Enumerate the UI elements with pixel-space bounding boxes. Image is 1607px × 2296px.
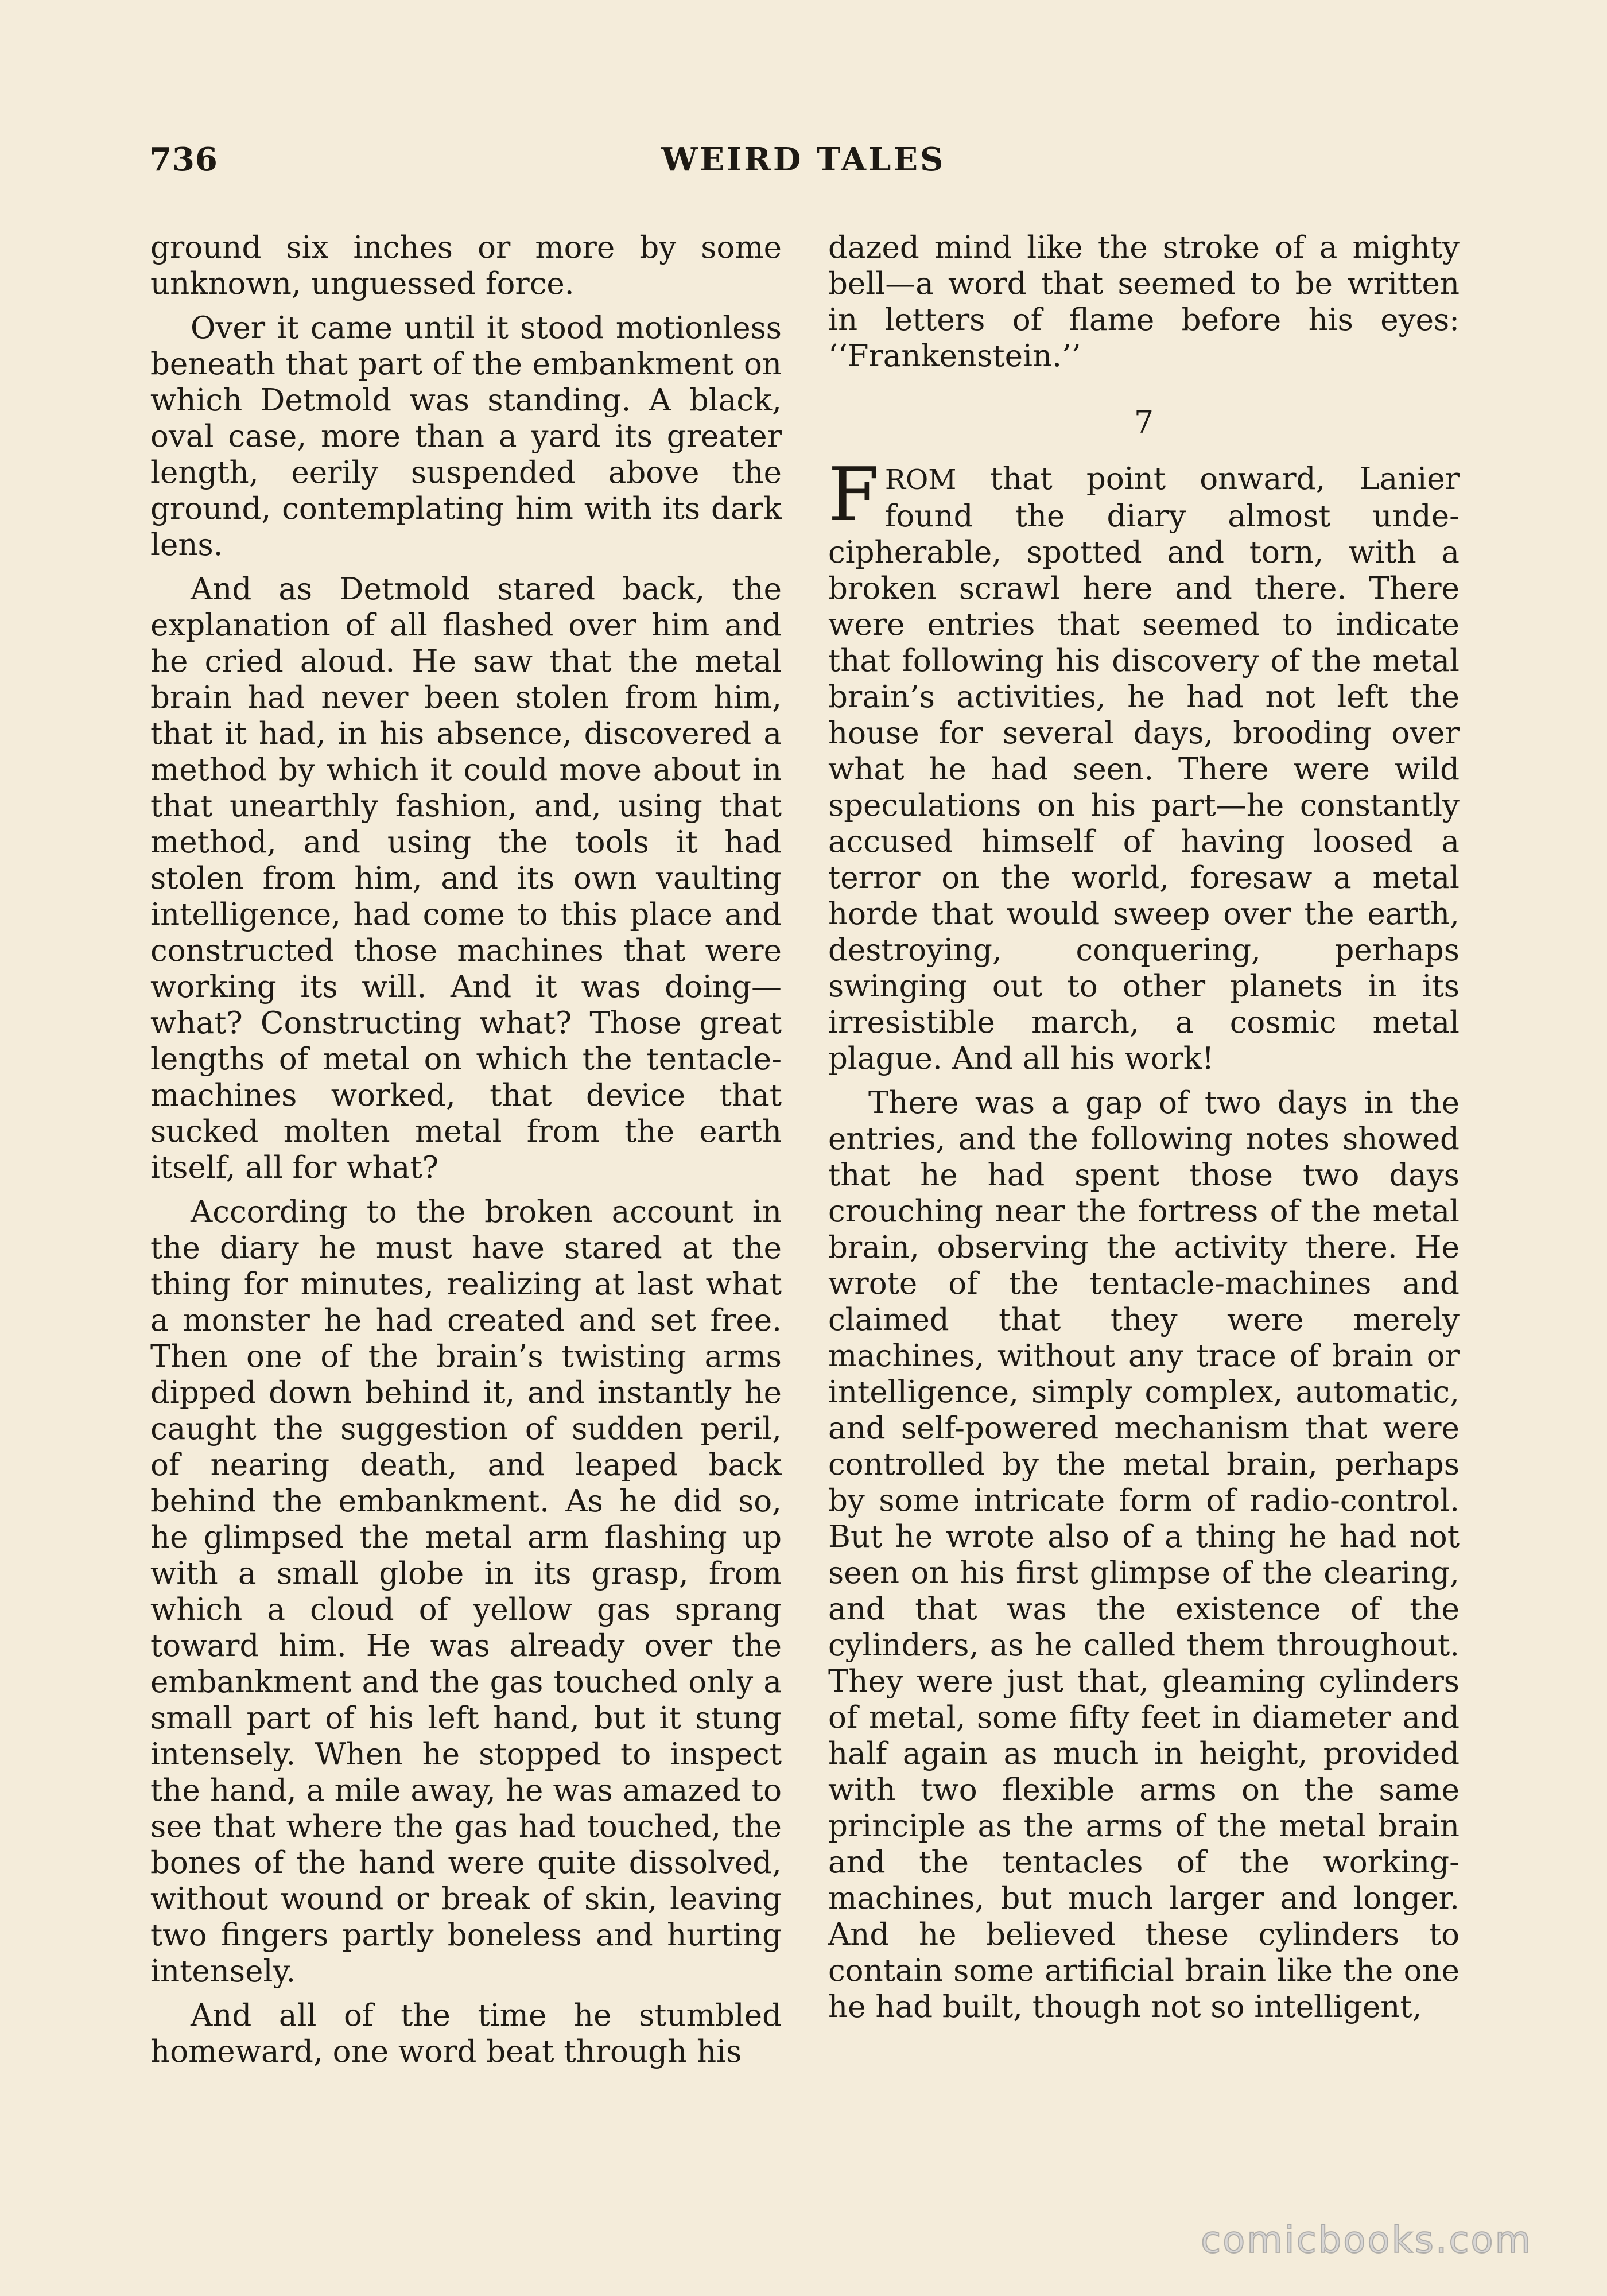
paragraph: According to the broken account in the diary he must have stared at the thing for minutes, realizing at last what a monster he had created and set free. Then one of the brain’s twisting arms dipped down behind it, and instantly he caught the suggestion of sudden peril, of nearing death, and leaped back behind the embankment. As he did so, he glimpsed the metal arm flashing up with a small globe in its grasp, from which a cloud of yellow gas sprang toward him. He was already over the embankment and the gas touched only a small part of his left hand, but it stung intensely. When he stopped to inspect the hand, a mile away, he was amazed to see that where the gas had touched, the bones of the hand were quite dissolved, without wound or break of skin, leaving two fingers partly boneless and hurting intensely. [150, 1194, 782, 1989]
page-number: 736 [149, 141, 218, 179]
paragraph: And all of the time he stumbled homeward, one word beat through his [150, 1998, 782, 2069]
right-column [828, 230, 1460, 2033]
paragraph: And as Detmold stared back, the explanation of all flashed over him and he cried aloud. He saw that the metal brain had never been stolen from him, that it had, in his absence, discovered a method by which it could move about in that unearthly fashion, and, using that method, and using the tools it had stolen from him, and its own vaulting intelligence, had come to this place and constructed those machines that were working its will. And it was doing—what? Constructing what? Those great lengths of metal on which the tentacle-machines worked, that device that sucked molten metal from the earth itself, all for what? [150, 572, 782, 1185]
paragraph: dazed mind like the stroke of a mighty bell—a word that seemed to be written in letters of flame before his eyes: ‘‘Frankenstein.’’ [828, 230, 1460, 374]
page-header [149, 141, 1458, 187]
small-caps-lead: ROM [884, 464, 957, 496]
paragraph-with-dropcap [828, 452, 1460, 1077]
paragraph: ground six inches or more by some unknown, unguessed force. [150, 230, 782, 301]
paragraph: Over it came until it stood motionless beneath that part of the embankment on which Detmold was standing. A black, oval case, more than a yard its greater length, eerily suspended above the ground, contemplating him with its dark lens. [150, 311, 782, 563]
drop-cap: F [828, 452, 879, 538]
watermark: comicbooks.com [1200, 2219, 1532, 2262]
paragraph-text: that point onward, Lanier found the diary almost undecipherable, spotted and torn, with a broken scrawl here and there. There were entries that seemed to indicate that following his discovery of the metal brain’s activities, he had not left the house for several days, brooding over what he had seen. There were wild speculations on his part—he constantly accused himself of having loosed a terror on the world, foresaw a metal horde that would sweep over the earth, destroying, conquering, perhaps swinging out to other planets in its irresistible march, a cosmic metal plague. And all his work! [828, 461, 1460, 1076]
section-number: 7 [1134, 404, 1154, 440]
running-head: WEIRD TALES [661, 141, 946, 179]
left-column [150, 230, 782, 2078]
paragraph: There was a gap of two days in the entries, and the following notes showed that he had spent those two days crouching near the fortress of the metal brain, observing the activity there. He wrote of the tentacle-machines and claimed that they were merely machines, without any trace of brain or intelligence, simply complex, automatic, and self-powered mechanism that were controlled by the metal brain, perhaps by some intricate form of radio-control. But he wrote also of a thing he had not seen on his first glimpse of the clearing, and that was the existence of the cylinders, as he called them throughout. They were just that, gleaming cylinders of metal, some fifty feet in diameter and half again as much in height, provided with two flexible arms on the same principle as the arms of the metal brain and the tentacles of the working-machines, but much larger and longer. And he believed these cylinders to contain some artificial brain like the one he had built, though not so intelligent, [828, 1085, 1460, 2024]
